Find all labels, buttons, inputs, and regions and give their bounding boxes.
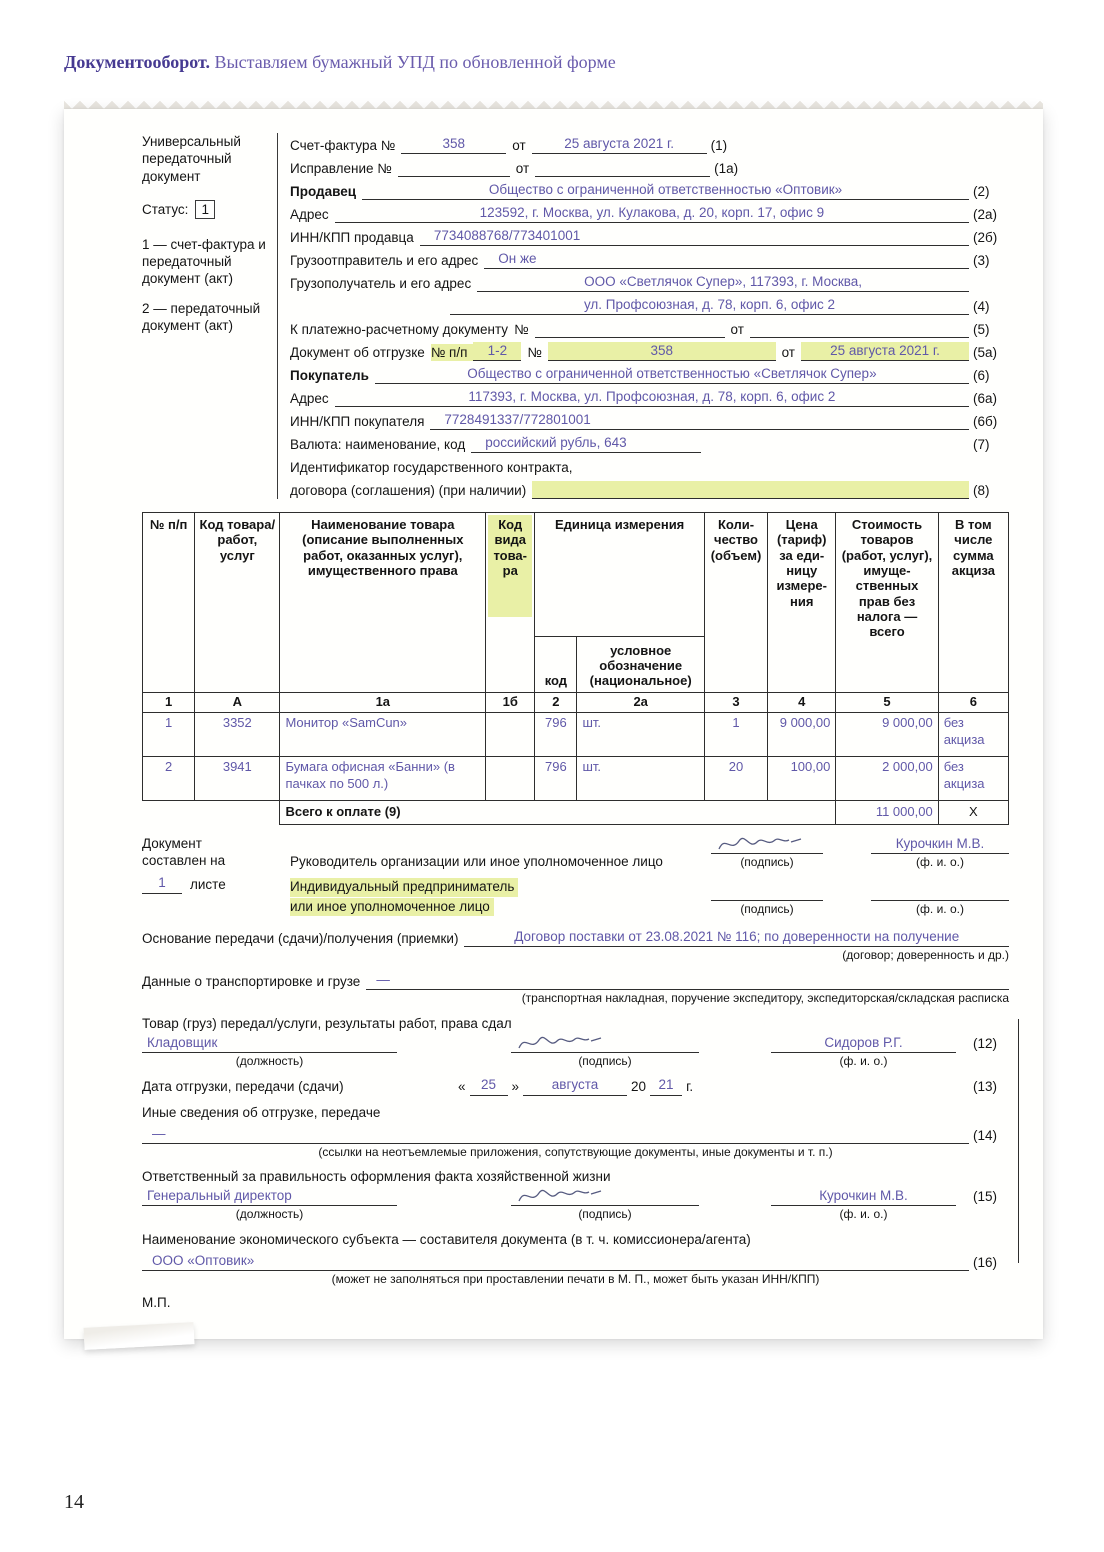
entity-value: ООО «Оптовик» [142,1252,969,1271]
responsible-sign-row [142,1187,1009,1222]
consignee-value-1: ООО «Светлячок Супер», 117393, г. Москва, [477,273,969,292]
head-signature-line [711,835,823,854]
shipping-doc-ot: от [781,344,795,360]
col-index: 6 [938,693,1008,713]
totals-excise: Х [938,801,1008,825]
col-index: 5 [836,693,938,713]
responsible-name-value: Курочкин М.В. [771,1187,956,1206]
other-value: — [142,1125,969,1144]
ip-sign-caption: (подпись) [740,901,794,916]
gov-contract-line-1 [290,455,1009,476]
payment-doc-no: № [514,321,529,337]
buyer-address-line [290,386,1009,407]
cell-kind [486,757,535,801]
col-header-cost: Стоимость товаров (работ, услуг), имуще- ственных прав без налога — всего [836,513,938,693]
table-row [143,713,1009,757]
entity-line [142,1250,1009,1271]
cell-qty: 20 [704,757,767,801]
seller-inn-value: 7734088768/773401001 [420,227,969,246]
composed-block [142,835,278,917]
col-header-price: Цена (тариф) за еди- ницу измере- ния [768,513,836,693]
ip-signature-line [711,882,823,901]
head-name-caption: (ф. и. о.) [916,855,964,869]
upd-form [64,109,1043,1339]
cell-excise: без акциза [938,757,1008,801]
cell-npp: 1 [143,713,195,757]
ship-date-label: Дата отгрузки, передачи (сдачи) [142,1079,344,1095]
table-row [143,757,1009,801]
status-note-2: 2 — передаточный документ (акт) [142,300,261,333]
gov-contract-value [532,481,969,499]
correction-number-value [398,159,510,177]
line-marker-14: (14) [973,1127,998,1143]
form-title: Универсальный передаточный документ [142,134,241,184]
col-header-unit-code: код [535,637,577,693]
status-value: 1 [195,200,215,219]
shipping-doc-number-value: 358 [548,342,776,361]
payment-doc-line [290,317,1009,338]
ship-month-value: августа [523,1076,627,1095]
seller-address-value: 123592, г. Москва, ул. Кулакова, д. 20, корп. 17, офис 9 [335,204,969,223]
composed-line-1: Документ составлен на [142,836,226,869]
head-sign-caption: (подпись) [740,855,794,869]
ip-sign-row [290,878,1009,917]
signature [713,831,809,857]
col-header-npp: № п/п [143,513,195,693]
stamp-place-label: М.П. [142,1295,171,1311]
transport-caption: (транспортная накладная, поручение экспедитору, экспедиторская/складская расписка [521,991,1009,1006]
line-marker-12: (12) [973,1035,998,1051]
buyer-value: Общество с ограниченной ответственностью «Светлячок Супер» [375,365,969,384]
line-marker-8: (8) [973,482,990,498]
correction-date-value [535,159,710,177]
buyer-inn-line [290,409,1009,430]
line-marker-6: (6) [973,367,990,383]
consignor-label: Грузоотправитель и его адрес [290,252,479,268]
article-header-title: Выставляем бумажный УПД по обновленной форме [210,52,616,72]
col-header-excise: В том числе сумма акциза [938,513,1008,693]
entity-label: Наименование экономического субъекта — составителя документа (в т. ч. комиссионера/агента) [142,1231,751,1247]
cell-qty: 1 [704,713,767,757]
line-marker-16: (16) [973,1254,998,1270]
quote-open: « [458,1079,466,1095]
other-line [142,1123,1009,1144]
cell-name: Бумага офисная «Банни» (в пачках по 500 л.) [280,757,486,801]
payment-doc-number-value [535,320,725,338]
col-index: 2а [577,693,704,713]
page-curl [83,1322,194,1350]
handed-position-value: Кладовщик [142,1034,397,1053]
col-header-name: Наименование товара (описание выполненных работ, оказанных услуг), имущественного права [280,513,486,693]
cell-unit-symbol: шт. [577,757,704,801]
year-suffix: г. [686,1079,694,1095]
correction-ot: от [515,160,530,176]
form-sidebar [142,133,278,499]
currency-line [290,432,1009,453]
line-marker-6b: (6б) [973,413,998,429]
ship-day-value: 25 [470,1076,508,1095]
cell-unit-symbol: шт. [577,713,704,757]
col-header-qty: Коли- чество (объем) [704,513,767,693]
consignee-label: Грузополучатель и его адрес [290,275,472,291]
consignor-line [290,248,1009,269]
article-header-rubric: Документооборот. [64,52,211,72]
other-caption: (ссылки на неотъемлемые приложения, сопутствующие документы, иные документы и т. п.) [318,1144,833,1159]
shipping-doc-no: № [527,344,542,360]
consignor-value: Он же [484,250,969,269]
col-index: А [195,693,280,713]
responsible-sign-caption: (подпись) [578,1207,632,1222]
col-index: 1а [280,693,486,713]
correction-label: Исправление № [290,160,392,176]
gov-contract-label-2: договора (соглашения) (при наличии) [290,482,527,498]
handed-name-value: Сидоров Р.Г. [771,1034,956,1053]
quote-close: » [511,1079,520,1095]
line-marker-2a: (2а) [973,206,998,222]
status-label: Статус: [142,201,189,217]
transport-value: — [366,971,1009,990]
col-index: 1б [486,693,535,713]
gov-contract-label-1: Идентификатор государственного контракта, [290,459,573,475]
shipping-doc-npp-value: 1-2 [473,342,521,361]
torn-edge [64,100,1043,109]
seller-address-line [290,202,1009,223]
responsible-position-value: Генеральный директор [142,1187,397,1206]
buyer-address-label: Адрес [290,390,329,406]
cell-code: 3352 [195,713,280,757]
col-header-unit-symbol: условное обозначение (национальное) [577,637,704,693]
line-marker-5: (5) [973,321,990,337]
entity-caption: (может не заполняться при проставлении печати в М. П., может быть указан ИНН/КПП) [331,1272,820,1287]
payment-doc-date-value [750,320,969,338]
items-table [142,512,1009,825]
gov-contract-line-2 [290,478,1009,499]
other-label: Иные сведения об отгрузке, передаче [142,1104,381,1120]
consignee-line-2 [290,294,1009,315]
signature [513,1183,609,1209]
responsible-signature-line [511,1187,699,1206]
page-number: 14 [64,1491,84,1513]
ip-label-2: или иное уполномоченное лицо [290,898,494,916]
invoice-number-value: 358 [401,135,506,154]
line-marker-4: (4) [973,298,990,314]
line-marker-1a: (1а) [714,160,739,176]
basis-line [142,926,1009,947]
handed-name-caption: (ф. и. о.) [839,1053,888,1068]
col-header-code: Код товара/ работ, услуг [195,513,280,693]
cell-npp: 2 [143,757,195,801]
line-marker-2: (2) [973,183,990,199]
line-marker-6a: (6а) [973,390,998,406]
cell-kind [486,713,535,757]
basis-value: Договор поставки от 23.08.2021 № 116; по доверенности на получение [464,928,1009,947]
shipping-doc-date-value: 25 августа 2021 г. [801,342,969,361]
col-index: 3 [704,693,767,713]
handed-label: Товар (груз) передал/услуги, результаты работ, права сдал [142,1015,512,1031]
payment-doc-ot: от [730,321,744,337]
buyer-inn-label: ИНН/КПП покупателя [290,413,425,429]
seller-value: Общество с ограниченной ответственностью «Оптовик» [362,181,969,200]
basis-label: Основание передачи (сдачи)/получения (приемки) [142,930,459,946]
line-marker-7: (7) [973,436,990,452]
head-sign-row [290,835,1009,870]
seller-inn-label: ИНН/КПП продавца [290,229,414,245]
consignee-line-1 [290,271,1009,292]
seller-line [290,179,1009,200]
totals-row [143,801,1009,825]
handed-signature-line [511,1034,699,1053]
form-head-lines [278,133,1009,499]
invoice-ot: от [512,137,526,153]
cell-code: 3941 [195,757,280,801]
ip-label-1: Индивидуальный предприниматель [290,878,518,896]
line-marker-13: (13) [973,1079,998,1095]
col-header-unit: Единица измерения [535,513,705,637]
year-prefix: 20 [631,1079,647,1095]
cell-excise: без акциза [938,713,1008,757]
consignee-value-2: ул. Профсоюзная, д. 78, корп. 6, офис 2 [450,296,969,315]
responsible-position-caption: (должность) [235,1207,304,1222]
shipping-doc-label: Документ об отгрузке [290,344,425,360]
buyer-inn-value: 7728491337/772801001 [430,411,969,430]
currency-value: российский рубль, 643 [471,434,701,453]
sheets-count-value: 1 [142,874,182,893]
responsible-label: Ответственный за правильность оформления факта хозяйственной жизни [142,1169,611,1185]
line-marker-2b: (2б) [973,229,998,245]
handed-sign-caption: (подпись) [578,1053,632,1068]
cell-name: Монитор «SamCun» [280,713,486,757]
payment-doc-label: К платежно-расчетному документу [290,321,509,337]
cell-unit-code: 796 [535,713,577,757]
col-index: 1 [143,693,195,713]
ip-name-line [871,882,1009,901]
status-note-1: 1 — счет-фактура и передаточный документ (акт) [142,236,266,287]
composed-line-2: листе [190,877,226,893]
col-index: 2 [535,693,577,713]
ship-date-line [142,1076,1009,1095]
handed-sign-row [142,1034,1009,1069]
correction-line [290,156,1009,177]
totals-cost: 11 000,00 [836,801,938,825]
seller-address-label: Адрес [290,206,329,222]
ip-name-caption: (ф. и. о.) [916,901,964,916]
col-index: 4 [768,693,836,713]
line-marker-5a: (5а) [973,344,998,360]
currency-label: Валюта: наименование, код [290,436,466,452]
signature [513,1030,609,1056]
head-name-value: Курочкин М.В. [871,835,1009,854]
transport-label: Данные о транспортировке и грузе [142,973,361,989]
cell-price: 9 000,00 [768,713,836,757]
responsible-name-caption: (ф. и. о.) [839,1207,888,1222]
invoice-label: Счет-фактура № [290,137,396,153]
buyer-line [290,363,1009,384]
ship-year-value: 21 [650,1076,682,1095]
line-marker-3: (3) [973,252,990,268]
buyer-label: Покупатель [290,367,369,383]
invoice-line [290,133,1009,154]
col-header-kind-code: Код вида това- ра [486,513,535,693]
line-marker-15: (15) [973,1189,998,1205]
invoice-date-value: 25 августа 2021 г. [532,135,707,154]
buyer-address-value: 117393, г. Москва, ул. Профсоюзная, д. 78, корп. 6, офис 2 [335,388,969,407]
totals-label: Всего к оплате (9) [280,801,836,825]
seller-label: Продавец [290,183,357,199]
side-rule [1018,1019,1019,1264]
form-footer [142,835,1009,1312]
cell-cost: 9 000,00 [836,713,938,757]
seller-inn-line [290,225,1009,246]
transport-line [142,969,1009,990]
head-sign-label: Руководитель организации или иное уполномоченное лицо [290,854,663,870]
shipping-doc-npp-label: № п/п [431,344,474,361]
document-sheet [64,100,1043,1339]
basis-caption: (договор; доверенность и др.) [842,947,1009,962]
article-header [64,52,1104,73]
line-marker-1: (1) [710,137,728,153]
shipping-doc-line [290,340,1009,361]
cell-unit-code: 796 [535,757,577,801]
handed-position-caption: (должность) [235,1053,304,1068]
cell-price: 100,00 [768,757,836,801]
cell-cost: 2 000,00 [836,757,938,801]
